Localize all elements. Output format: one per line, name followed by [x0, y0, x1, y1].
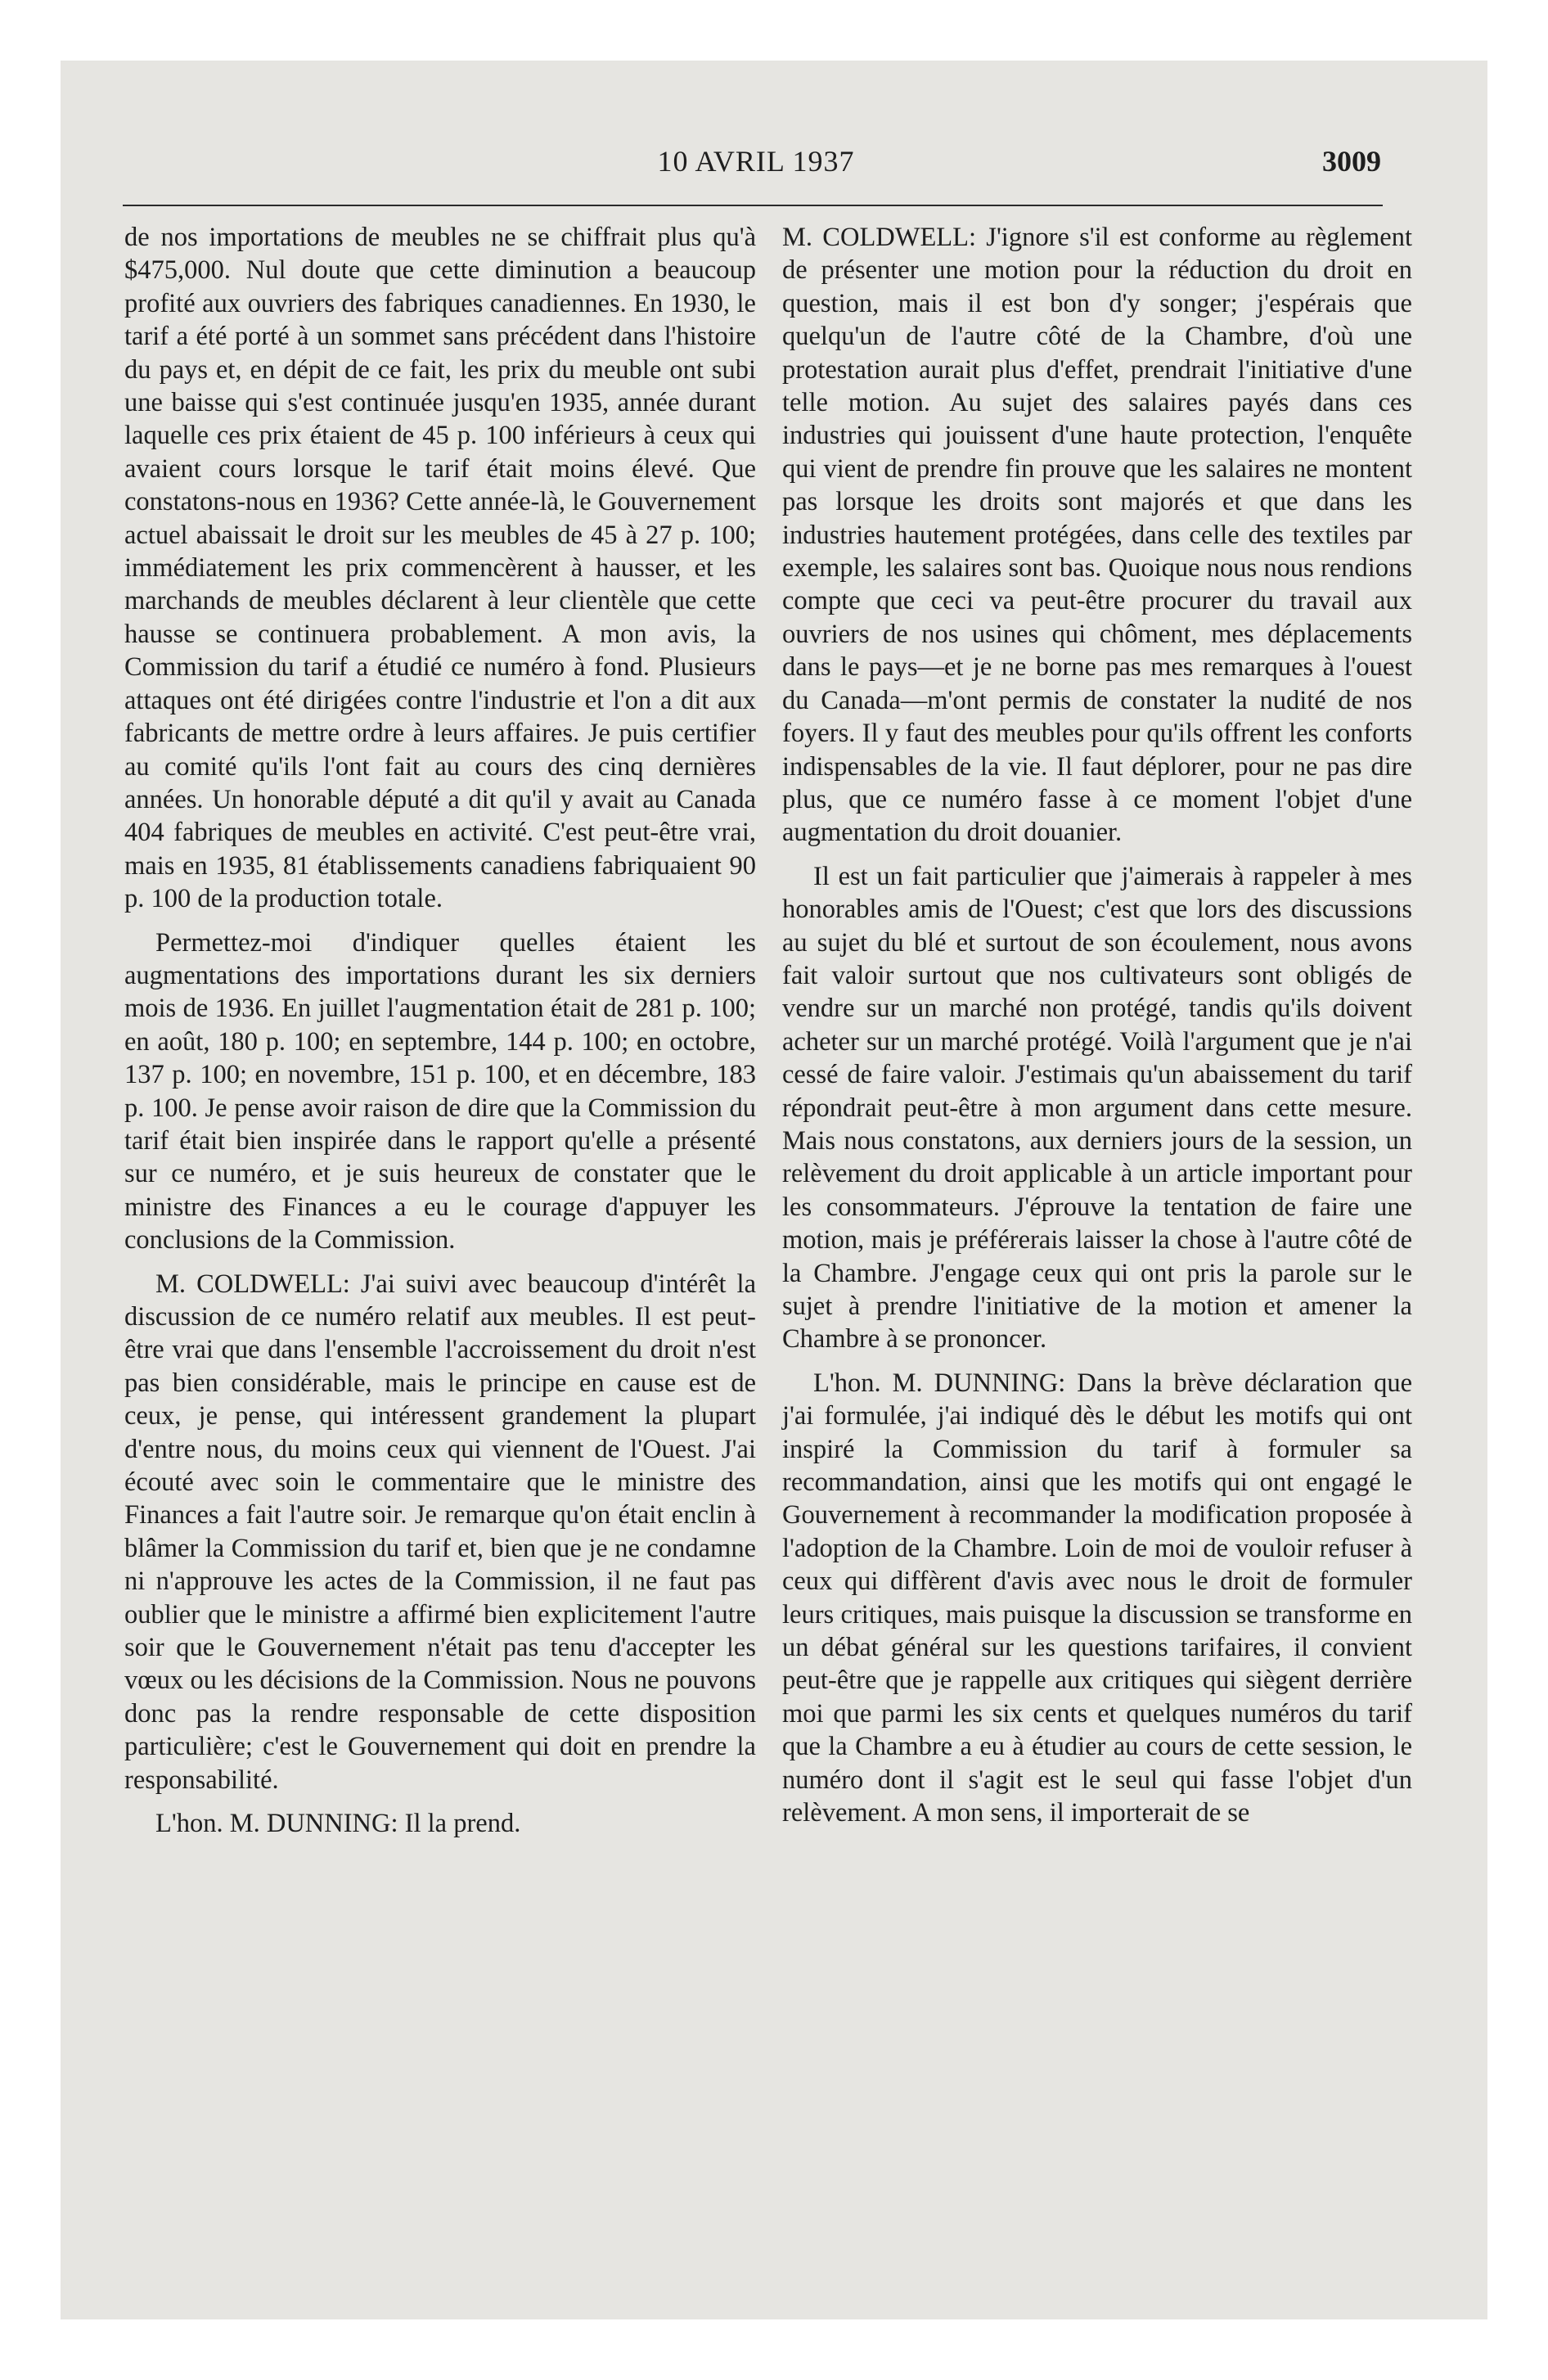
header-date: 10 AVRIL 1937 — [657, 145, 855, 178]
paragraph: L'hon. M. DUNNING: Il la prend. — [155, 1809, 521, 1839]
paragraph: de nos importations de meubles ne se chiffrait plus qu'à $475,000. Nul doute que cette diminution a beaucoup profité aux ouvriers des fabriques canadiennes. En 1930, le tarif a été porté à un sommet sans précédent dans l'histoire du pays et, en dépit de ce fait, les prix du meuble ont subi une baisse qui s'est continuée jusqu'en 1935, année durant laquelle ces prix étaient de 45 p. 100 inférieurs à ceux qui avaient cours lorsque le tarif était moins élevé. Que constatons-nous en 1936? Cette année-là, le Gouvernement actuel abaissait le droit sur les meubles de 45 à 27 p. 100; immédiatement les prix commencèrent à hausser, et les marchands de meubles déclarent à leur clientèle que cette hausse se continuera probablement. A mon avis, la Commission du tarif a étudié ce numéro à fond. Plusieurs attaques ont été dirigées contre l'industrie et l'on a dit aux fabricants de mettre ordre à leurs affaires. Je puis certifier au comité qu'ils l'ont fait au cours des cinq dernières années. Un honorable député a dit qu'il y avait au Canada 404 fabriques de meubles en activité. C'est peut-être vrai, mais en 1935, 81 établissements canadiens fabriquaient 90 p. 100 de la production totale. — [124, 223, 756, 914]
page-number: 3009 — [1322, 145, 1381, 178]
paragraph: Il est un fait particulier que j'aimerais à rappeler à mes honorables amis de l'Ouest; c'est que lors des discussions au sujet du blé et surtout de son écoulement, nous avons fait valoir surtout que nos cultivateurs sont obligés de vendre sur un marché non protégé, tandis qu'ils doivent acheter sur un marché protégé. Voilà l'argument que je n'ai cessé de faire valoir. J'estimais qu'un abaissement du tarif répondrait peut-être à mon argument dans cette mesure. Mais nous constatons, aux derniers jours de la session, un relèvement du droit applicable à un article important pour les consommateurs. J'éprouve la tentation de faire une motion, mais je préférerais laisser la chose à l'autre côté de la Chambre. J'engage ceux qui ont pris la parole sur le sujet à prendre l'initiative de la motion et amener la Chambre à se prononcer. — [782, 861, 1412, 1355]
left-column — [124, 221, 756, 1851]
paragraph: M. COLDWELL: J'ai suivi avec beaucoup d'intérêt la discussion de ce numéro relatif aux meubles. Il est peut-être vrai que dans l'ensemble l'accroissement du droit n'est pas bien considérable, mais le principe en cause est de ceux, je pense, qui intéressent grandement la plupart d'entre nous, du moins ceux qui viennent de l'Ouest. J'ai écouté avec soin le commentaire que le ministre des Finances a fait l'autre soir. Je remarque qu'on était enclin à blâmer la Commission du tarif et, bien que je ne condamne ni n'approuve les actes de la Commission, il ne faut pas oublier que le ministre a affirmé bien explicitement l'autre soir que le Gouvernement n'était pas tenu d'accepter les vœux ou les décisions de la Commission. Nous ne pouvons donc pas la rendre responsable de cette disposition particulière; c'est le Gouvernement qui doit en prendre la responsabilité. — [124, 1269, 756, 1795]
paragraph: Permettez-moi d'indiquer quelles étaient les augmentations des importations durant les six derniers mois de 1936. En juillet l'augmentation était de 281 p. 100; en août, 180 p. 100; en septembre, 144 p. 100; en octobre, 137 p. 100; en novembre, 151 p. 100, et en décembre, 183 p. 100. Je pense avoir raison de dire que la Commission du tarif était bien inspirée dans le rapport qu'elle a présenté sur ce numéro, et je suis heureux de constater que le ministre des Finances a eu le courage d'appuyer les conclusions de la Commission. — [124, 927, 756, 1255]
paragraph: M. COLDWELL: J'ignore s'il est conforme au règlement de présenter une motion pour la réduction du droit en question, mais il est bon d'y songer; j'espérais que quelqu'un de l'autre côté de la Chambre, d'où une protestation aurait plus d'effet, prendrait l'initiative d'une telle motion. Au sujet des salaires payés dans ces industries qui jouissent d'une haute protection, l'enquête qui vient de prendre fin prouve que les salaires ne montent pas lorsque les droits sont majorés et que dans les industries hautement protégées, dans celle des textiles par exemple, les salaires sont bas. Quoique nous nous rendions compte que ceci va peut-être procurer du travail aux ouvriers de nos usines qui chôment, mes déplacements dans le pays—et je ne borne pas mes remarques à l'ouest du Canada—m'ont permis de constater la nudité de nos foyers. Il y faut des meubles pour qu'ils offrent les conforts indispensables de la vie. Il faut déplorer, pour ne pas dire plus, que ce numéro fasse à ce moment l'objet d'une augmentation du droit douanier. — [782, 223, 1412, 848]
paragraph: L'hon. M. DUNNING: Dans la brève déclaration que j'ai formulée, j'ai indiqué dès le début les motifs qui ont inspiré la Commission du tarif à formuler sa recommandation, ainsi que les motifs qui ont engagé le Gouvernement à recommander la modification proposée à l'adoption de la Chambre. Loin de moi de vouloir refuser à ceux qui diffèrent d'avis avec nous le droit de formuler leurs critiques, mais puisque la discussion se transforme en un débat général sur les questions tarifaires, il convient peut-être que je rappelle aux critiques qui siègent derrière moi que parmi les six cents et quelques numéros du tarif que la Chambre a eu à étudier au cours de cette session, le numéro dont il s'agit est le seul qui fasse l'objet d'un relèvement. A mon sens, il importerait de se — [782, 1368, 1412, 1828]
right-column — [782, 221, 1412, 1841]
page-header — [131, 144, 1381, 193]
header-rule — [123, 205, 1383, 206]
